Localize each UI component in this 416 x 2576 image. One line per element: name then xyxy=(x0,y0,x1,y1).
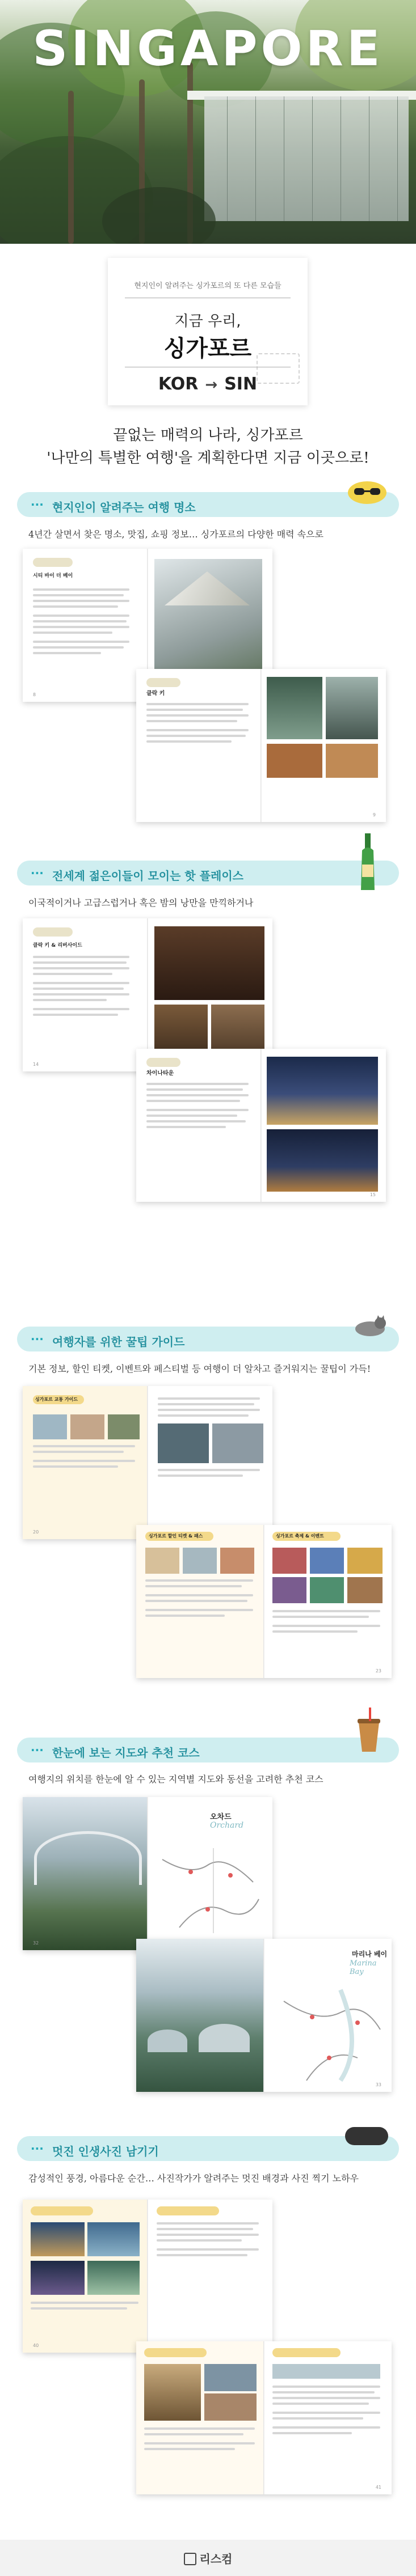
glass-building xyxy=(204,96,409,221)
section-banner xyxy=(17,492,399,517)
drink-cup-icon xyxy=(352,1708,386,1753)
section-title: 멋진 인생사진 남기기 xyxy=(52,2145,159,2158)
dots-icon: ··· xyxy=(31,498,44,511)
postage-stamp-icon xyxy=(257,353,300,384)
title-card xyxy=(108,258,308,405)
card-title: 싱가포르 xyxy=(163,336,252,362)
route-map xyxy=(272,1978,386,2086)
intro-line-2: '나만의 특별한 여행'을 계획한다면 지금 이곳으로! xyxy=(47,450,369,467)
publisher-name: 리스컴 xyxy=(199,2552,233,2566)
section-banner xyxy=(17,861,399,886)
dots-icon: ··· xyxy=(31,866,44,880)
page-heading: 싱가포르 할인 티켓 & 패스 xyxy=(149,1533,203,1539)
section-title: 현지인이 알려주는 여행 명소 xyxy=(52,501,196,514)
book-spread: 싱가포르 교통 가이드 20 xyxy=(23,1386,272,1539)
map-title-en: Orchard xyxy=(210,1821,244,1830)
singapore-badge xyxy=(344,2125,389,2147)
intro-line-1: 끝없는 매력의 나라, 싱가포르 xyxy=(113,427,303,444)
section-title: 한눈에 보는 지도와 추천 코스 xyxy=(52,1746,200,1760)
intro-text xyxy=(0,424,416,469)
section-banner xyxy=(17,2136,399,2161)
plane-arrow-icon: → xyxy=(205,376,218,393)
book-spread: 41 xyxy=(136,2341,392,2494)
map-spread: 마리나 베이 Marina Bay 33 xyxy=(136,1939,392,2092)
map-title: 마리나 베이 xyxy=(352,1950,388,1958)
page-heading: 시티 바이 더 베이 xyxy=(33,573,73,579)
section-banner xyxy=(17,1327,399,1351)
dots-icon: ··· xyxy=(31,1743,44,1757)
book-icon xyxy=(184,2553,196,2565)
section-title: 전세계 젊은이들이 모이는 핫 플레이스 xyxy=(52,869,243,883)
publisher-logo xyxy=(0,2550,416,2566)
beer-bottle-icon xyxy=(358,833,378,890)
sunglasses-icon xyxy=(347,479,387,506)
cat-icon xyxy=(353,1314,387,1337)
page-heading: 클락 키 xyxy=(146,690,165,697)
section-description: 기본 정보, 할인 티켓, 이벤트와 페스티벌 등 여행이 더 알차고 즐거워지는 꿀팁이 가득! xyxy=(28,1363,371,1374)
map-title: 오차드 xyxy=(210,1813,232,1821)
card-subtitle: 지금 우리, xyxy=(174,313,241,330)
book-spread: 싱가포르 할인 티켓 & 패스 싱가포르 축제 & 이벤트 23 xyxy=(136,1525,392,1678)
map-spread: 오차드 Orchard 32 xyxy=(23,1797,272,1950)
section-description: 감성적인 풍경, 아름다운 순간… 사진작가가 알려주는 멋진 배경과 사진 찍기 노하우 xyxy=(28,2173,359,2184)
page-heading: 차이나타운 xyxy=(146,1070,174,1077)
footer xyxy=(0,2540,416,2576)
page-heading: 싱가포르 교통 가이드 xyxy=(35,1397,78,1402)
book-spread: 클락 키 & 리버사이드 14 xyxy=(23,918,272,1071)
card-tagline: 현지인이 알려주는 싱가포르의 또 다른 모습들 xyxy=(134,282,281,290)
page-heading: 싱가포르 축제 & 이벤트 xyxy=(276,1533,324,1539)
map-title-en: Marina Bay xyxy=(350,1959,377,1976)
hero-photo xyxy=(0,0,416,244)
page-heading: 클락 키 & 리버사이드 xyxy=(33,943,82,948)
book-spread: 40 xyxy=(23,2200,272,2353)
section-title: 여행자를 위한 꿀팁 가이드 xyxy=(52,1335,185,1349)
book-spread: 차이나타운 15 xyxy=(136,1049,386,1202)
dots-icon: ··· xyxy=(31,2142,44,2155)
book-spread: 시티 바이 더 베이 8 xyxy=(23,549,272,702)
book-spread: 클락 키 9 xyxy=(136,669,386,822)
hero-title: SINGAPORE xyxy=(32,20,384,77)
route-map xyxy=(157,1842,264,1939)
section-description: 4년간 살면서 찾은 명소, 맛집, 쇼핑 정보… 싱가포르의 다양한 매력 속으로 xyxy=(28,529,323,540)
route-to: SIN xyxy=(224,374,258,394)
section-description: 이국적이거나 고급스럽거나 혹은 밤의 낭만을 만끽하거나 xyxy=(28,897,254,908)
route-from: KOR xyxy=(158,374,199,394)
section-description: 여행지의 위치를 한눈에 알 수 있는 지역별 지도와 동선을 고려한 추천 코스 xyxy=(28,1774,323,1785)
section-banner xyxy=(17,1738,399,1762)
dots-icon: ··· xyxy=(31,1332,44,1346)
